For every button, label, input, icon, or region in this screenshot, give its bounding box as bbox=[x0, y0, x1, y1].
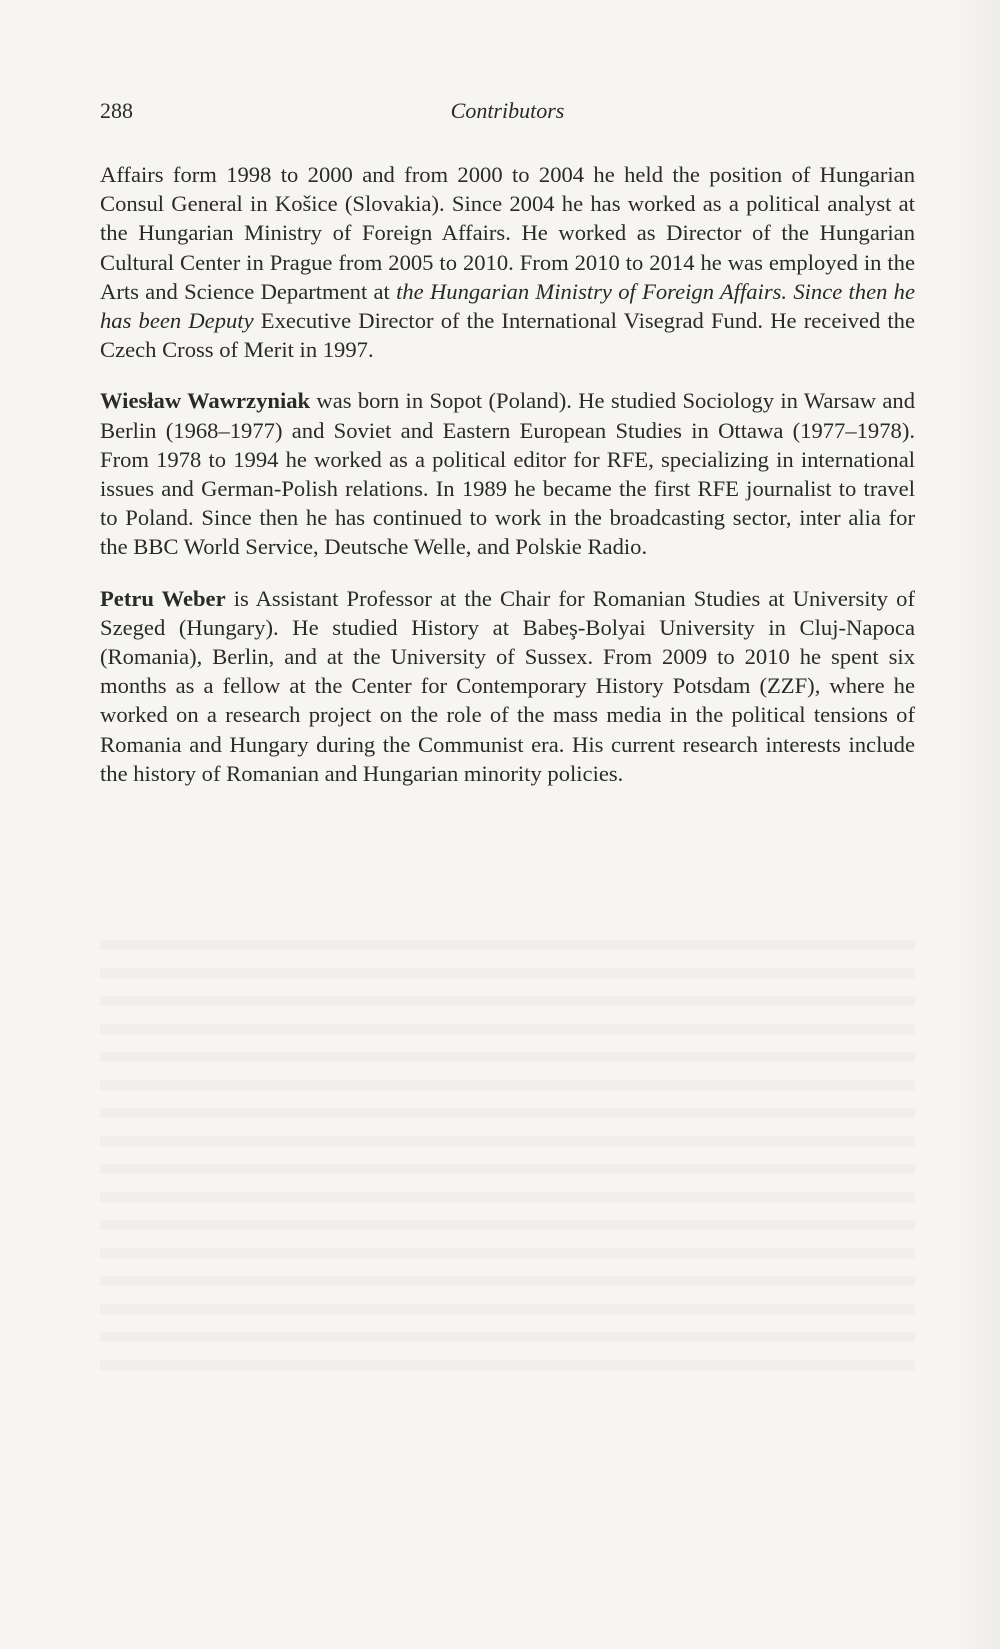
paragraph-text-end: Executive Director of the International Visegrad Fund. He received the Czech Cross of Merit in 1997. bbox=[100, 308, 916, 363]
paragraph-italic-text: the Hungarian Ministry of Foreign Affairs. Since then he has been Deputy bbox=[100, 278, 916, 334]
paragraph-wawrzyniak bbox=[100, 386, 915, 561]
paragraph-continued-bio bbox=[100, 160, 915, 364]
show-through-background bbox=[100, 940, 915, 1370]
contributor-name: Wiesław Wawrzyniak bbox=[100, 388, 311, 414]
contributor-name: Petru Weber bbox=[100, 585, 226, 611]
paragraph-text: is Assistant Professor at the Chair for Romanian Studies at University of Szeged (Hungary). He studied History at Babeş-Bolyai University in Cluj-Napoca (Romania), Berlin, and at the University of Sussex. From 2009 to 2010 he spent six months as a fellow at the Center for Contemporary History Potsdam (ZZF), where he worked on a research project on the role of the mass media in the political tensions of Romania and Hungary during the Communist era. His current research interests include the history of Romanian and Hungarian minority policies. bbox=[100, 585, 915, 786]
body-text bbox=[100, 160, 915, 788]
page-number: 288 bbox=[100, 98, 133, 123]
paragraph-text: Affairs form 1998 to 2000 and from 2000 to 2004 he held the position of Hungarian Consul General in Košice (Slovakia). Since 2004 he has worked as a political analyst at the Hungarian Ministry of Foreign Affairs. He worked as Director of the Hungarian Cultural Center in Prague from 2005 to 2010. From 2010 to 2014 he was employed in the Arts and Science Department at bbox=[100, 162, 915, 304]
running-title: Contributors bbox=[450, 98, 565, 123]
paragraph-weber bbox=[100, 584, 915, 788]
page-edge-shadow bbox=[960, 0, 1000, 1649]
paragraph-text: was born in Sopot (Poland). He studied Sociology in Warsaw and Berlin (1968–1977) and Soviet and Eastern European Studies in Ottawa (1977–1978). From 1978 to 1994 he worked as a political editor for RFE, specializing in international issues and German-Polish relations. In 1989 he became the first RFE journalist to travel to Poland. Since then he has continued to work in the broadcasting sector, inter alia for the BBC World Service, Deutsche Welle, and Polskie Radio. bbox=[100, 388, 915, 560]
running-head bbox=[100, 98, 915, 132]
